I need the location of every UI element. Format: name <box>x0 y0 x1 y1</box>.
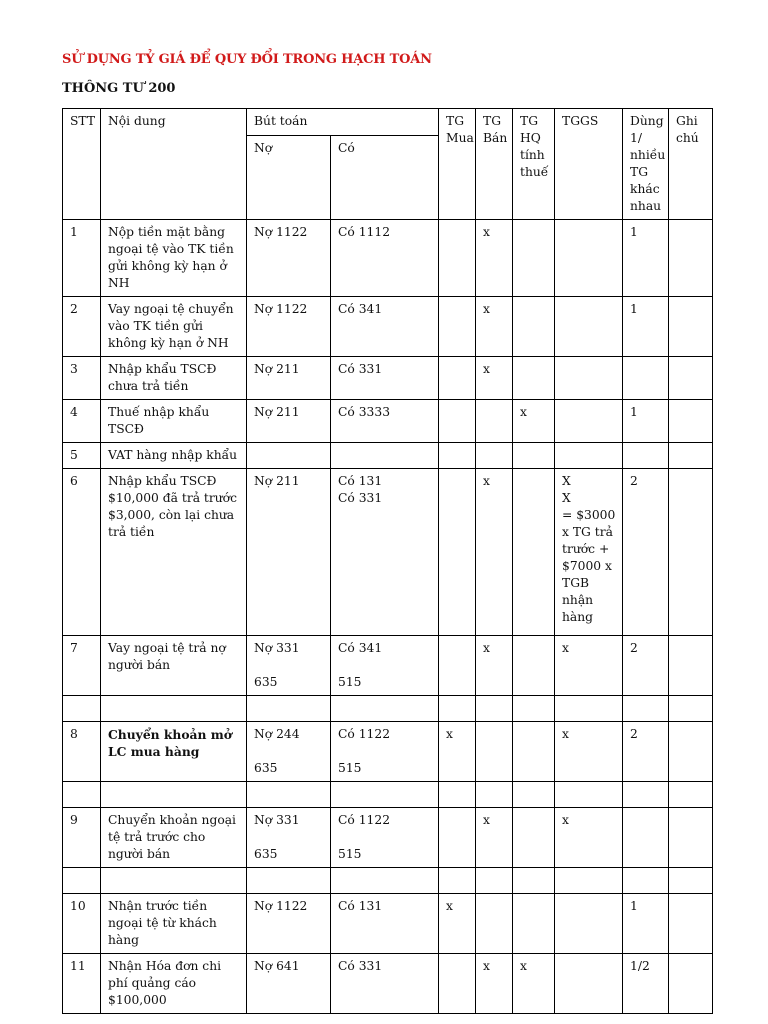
cell-dung <box>623 782 669 808</box>
cell-co <box>331 782 439 808</box>
cell-tggs <box>555 443 623 469</box>
cell-stt: 9 <box>63 808 101 868</box>
cell-no: Nợ 331 635 <box>247 636 331 696</box>
cell-noi-dung: Nhập khẩu TSCĐ $10,000 đã trả trước $3,000, còn lại chưa trả tiền <box>101 469 247 636</box>
cell-tg-mua <box>439 808 476 868</box>
header-tg-mua: TG Mua <box>439 109 476 220</box>
cell-tggs <box>555 357 623 400</box>
header-no: Nợ <box>247 135 331 219</box>
cell-noi-dung: Vay ngoại tệ chuyển vào TK tiền gửi không kỳ hạn ở NH <box>101 297 247 357</box>
cell-co: Có 341 515 <box>331 636 439 696</box>
cell-tg-ban: x <box>476 636 513 696</box>
table-row <box>63 782 713 808</box>
cell-dung: 2 <box>623 469 669 636</box>
cell-stt: 8 <box>63 722 101 782</box>
cell-dung <box>623 808 669 868</box>
cell-tggs <box>555 894 623 954</box>
cell-tggs <box>555 400 623 443</box>
cell-no: Nợ 1122 <box>247 220 331 297</box>
cell-tg-hq <box>513 636 555 696</box>
cell-noi-dung: Chuyển khoản mở LC mua hàng <box>101 722 247 782</box>
cell-tg-ban: x <box>476 297 513 357</box>
cell-tg-hq <box>513 220 555 297</box>
table-row <box>63 357 713 400</box>
cell-tg-ban <box>476 782 513 808</box>
cell-tggs <box>555 696 623 722</box>
cell-stt: 10 <box>63 894 101 954</box>
cell-tg-mua <box>439 868 476 894</box>
cell-tg-hq: x <box>513 954 555 1014</box>
cell-no: Nợ 641 <box>247 954 331 1014</box>
cell-tg-ban <box>476 400 513 443</box>
cell-dung <box>623 696 669 722</box>
header-stt: STT <box>63 109 101 220</box>
cell-stt: 11 <box>63 954 101 1014</box>
cell-tggs: x <box>555 722 623 782</box>
cell-tggs <box>555 868 623 894</box>
cell-tg-mua <box>439 357 476 400</box>
cell-tg-ban <box>476 722 513 782</box>
cell-co: Có 1122 515 <box>331 722 439 782</box>
header-tg-ban: TG Bán <box>476 109 513 220</box>
cell-ghi-chu <box>669 297 713 357</box>
cell-co: Có 331 <box>331 357 439 400</box>
header-but-toan: Bút toán <box>247 109 439 136</box>
cell-tg-ban <box>476 443 513 469</box>
header-noi-dung: Nội dung <box>101 109 247 220</box>
cell-co: Có 3333 <box>331 400 439 443</box>
cell-tg-hq <box>513 469 555 636</box>
cell-dung: 1 <box>623 400 669 443</box>
header-tg-hq: TG HQ tính thuế <box>513 109 555 220</box>
exchange-rate-table <box>62 108 713 1014</box>
cell-ghi-chu <box>669 220 713 297</box>
cell-tg-mua <box>439 400 476 443</box>
cell-co: Có 131 Có 331 <box>331 469 439 636</box>
cell-no: Nợ 244 635 <box>247 722 331 782</box>
cell-ghi-chu <box>669 722 713 782</box>
cell-tg-hq <box>513 722 555 782</box>
cell-dung: 2 <box>623 722 669 782</box>
cell-stt: 7 <box>63 636 101 696</box>
table-row <box>63 469 713 636</box>
cell-noi-dung: Thuế nhập khẩu TSCĐ <box>101 400 247 443</box>
cell-noi-dung: Nhận trước tiền ngoại tệ từ khách hàng <box>101 894 247 954</box>
cell-ghi-chu <box>669 636 713 696</box>
document-title: SỬ DỤNG TỶ GIÁ ĐỂ QUY ĐỔI TRONG HẠCH TOÁN <box>62 52 432 67</box>
cell-ghi-chu <box>669 400 713 443</box>
table-row <box>63 868 713 894</box>
cell-tg-mua: x <box>439 722 476 782</box>
cell-tg-ban: x <box>476 469 513 636</box>
header-co: Có <box>331 135 439 219</box>
cell-no: Nợ 211 <box>247 400 331 443</box>
cell-ghi-chu <box>669 696 713 722</box>
cell-noi-dung <box>101 696 247 722</box>
cell-tg-mua: x <box>439 894 476 954</box>
cell-co <box>331 868 439 894</box>
cell-tggs <box>555 954 623 1014</box>
cell-co <box>331 443 439 469</box>
cell-tg-ban <box>476 868 513 894</box>
cell-tg-hq: x <box>513 400 555 443</box>
cell-dung <box>623 443 669 469</box>
table-row <box>63 297 713 357</box>
header-dung: Dùng 1/ nhiều TG khác nhau <box>623 109 669 220</box>
cell-stt: 6 <box>63 469 101 636</box>
cell-tg-hq <box>513 868 555 894</box>
cell-co: Có 1122 515 <box>331 808 439 868</box>
cell-dung: 1 <box>623 220 669 297</box>
cell-tggs: x <box>555 636 623 696</box>
cell-noi-dung: Chuyển khoản ngoại tệ trả trước cho người bán <box>101 808 247 868</box>
table-row <box>63 722 713 782</box>
cell-co: Có 331 <box>331 954 439 1014</box>
cell-noi-dung: Nộp tiền mặt bằng ngoại tệ vào TK tiền gửi không kỳ hạn ở NH <box>101 220 247 297</box>
cell-noi-dung <box>101 868 247 894</box>
header-ghi-chu: Ghi chú <box>669 109 713 220</box>
cell-tg-mua <box>439 469 476 636</box>
cell-stt: 2 <box>63 297 101 357</box>
header-row <box>63 109 713 136</box>
cell-dung: 1 <box>623 297 669 357</box>
cell-dung: 1 <box>623 894 669 954</box>
cell-no <box>247 782 331 808</box>
cell-tg-mua <box>439 220 476 297</box>
cell-noi-dung <box>101 782 247 808</box>
cell-stt: 5 <box>63 443 101 469</box>
cell-tg-hq <box>513 357 555 400</box>
cell-tg-ban: x <box>476 357 513 400</box>
cell-dung: 1/2 <box>623 954 669 1014</box>
cell-ghi-chu <box>669 868 713 894</box>
cell-stt: 3 <box>63 357 101 400</box>
cell-tggs <box>555 782 623 808</box>
cell-noi-dung: Nhập khẩu TSCĐ chưa trả tiền <box>101 357 247 400</box>
cell-tg-hq <box>513 894 555 954</box>
table-row <box>63 400 713 443</box>
table-row <box>63 696 713 722</box>
table-row <box>63 220 713 297</box>
cell-no <box>247 868 331 894</box>
cell-noi-dung: Vay ngoại tệ trả nợ người bán <box>101 636 247 696</box>
cell-no: Nợ 331 635 <box>247 808 331 868</box>
cell-tg-ban: x <box>476 808 513 868</box>
cell-tg-mua <box>439 297 476 357</box>
cell-stt <box>63 868 101 894</box>
table-row <box>63 636 713 696</box>
cell-co: Có 1112 <box>331 220 439 297</box>
cell-dung: 2 <box>623 636 669 696</box>
cell-tg-ban: x <box>476 220 513 297</box>
cell-no <box>247 443 331 469</box>
cell-no: Nợ 211 <box>247 357 331 400</box>
cell-no: Nợ 1122 <box>247 894 331 954</box>
cell-stt: 1 <box>63 220 101 297</box>
cell-stt <box>63 696 101 722</box>
cell-dung <box>623 868 669 894</box>
cell-ghi-chu <box>669 894 713 954</box>
cell-ghi-chu <box>669 954 713 1014</box>
cell-tg-hq <box>513 696 555 722</box>
cell-co <box>331 696 439 722</box>
cell-tg-mua <box>439 782 476 808</box>
cell-co: Có 341 <box>331 297 439 357</box>
cell-tg-mua <box>439 636 476 696</box>
table-row <box>63 443 713 469</box>
cell-ghi-chu <box>669 808 713 868</box>
cell-tg-ban <box>476 894 513 954</box>
cell-no: Nợ 211 <box>247 469 331 636</box>
cell-noi-dung: VAT hàng nhập khẩu <box>101 443 247 469</box>
cell-ghi-chu <box>669 357 713 400</box>
cell-no: Nợ 1122 <box>247 297 331 357</box>
cell-tg-mua <box>439 443 476 469</box>
cell-no <box>247 696 331 722</box>
cell-tg-hq <box>513 443 555 469</box>
cell-tggs <box>555 297 623 357</box>
cell-stt <box>63 782 101 808</box>
cell-co: Có 131 <box>331 894 439 954</box>
cell-ghi-chu <box>669 443 713 469</box>
cell-ghi-chu <box>669 469 713 636</box>
header-tggs: TGGS <box>555 109 623 220</box>
document-subtitle: THÔNG TƯ 200 <box>62 81 176 96</box>
cell-stt: 4 <box>63 400 101 443</box>
cell-dung <box>623 357 669 400</box>
cell-tggs <box>555 220 623 297</box>
cell-tg-ban <box>476 696 513 722</box>
cell-tg-hq <box>513 782 555 808</box>
cell-ghi-chu <box>669 782 713 808</box>
table-row <box>63 894 713 954</box>
table-row <box>63 808 713 868</box>
cell-tg-mua <box>439 954 476 1014</box>
table-row <box>63 954 713 1014</box>
cell-tg-hq <box>513 297 555 357</box>
cell-tggs: X X = $3000 x TG trả trước + $7000 x TGB nhận hàng <box>555 469 623 636</box>
cell-tggs: x <box>555 808 623 868</box>
cell-tg-mua <box>439 696 476 722</box>
cell-tg-hq <box>513 808 555 868</box>
cell-tg-ban: x <box>476 954 513 1014</box>
cell-noi-dung: Nhận Hóa đơn chi phí quảng cáo $100,000 <box>101 954 247 1014</box>
